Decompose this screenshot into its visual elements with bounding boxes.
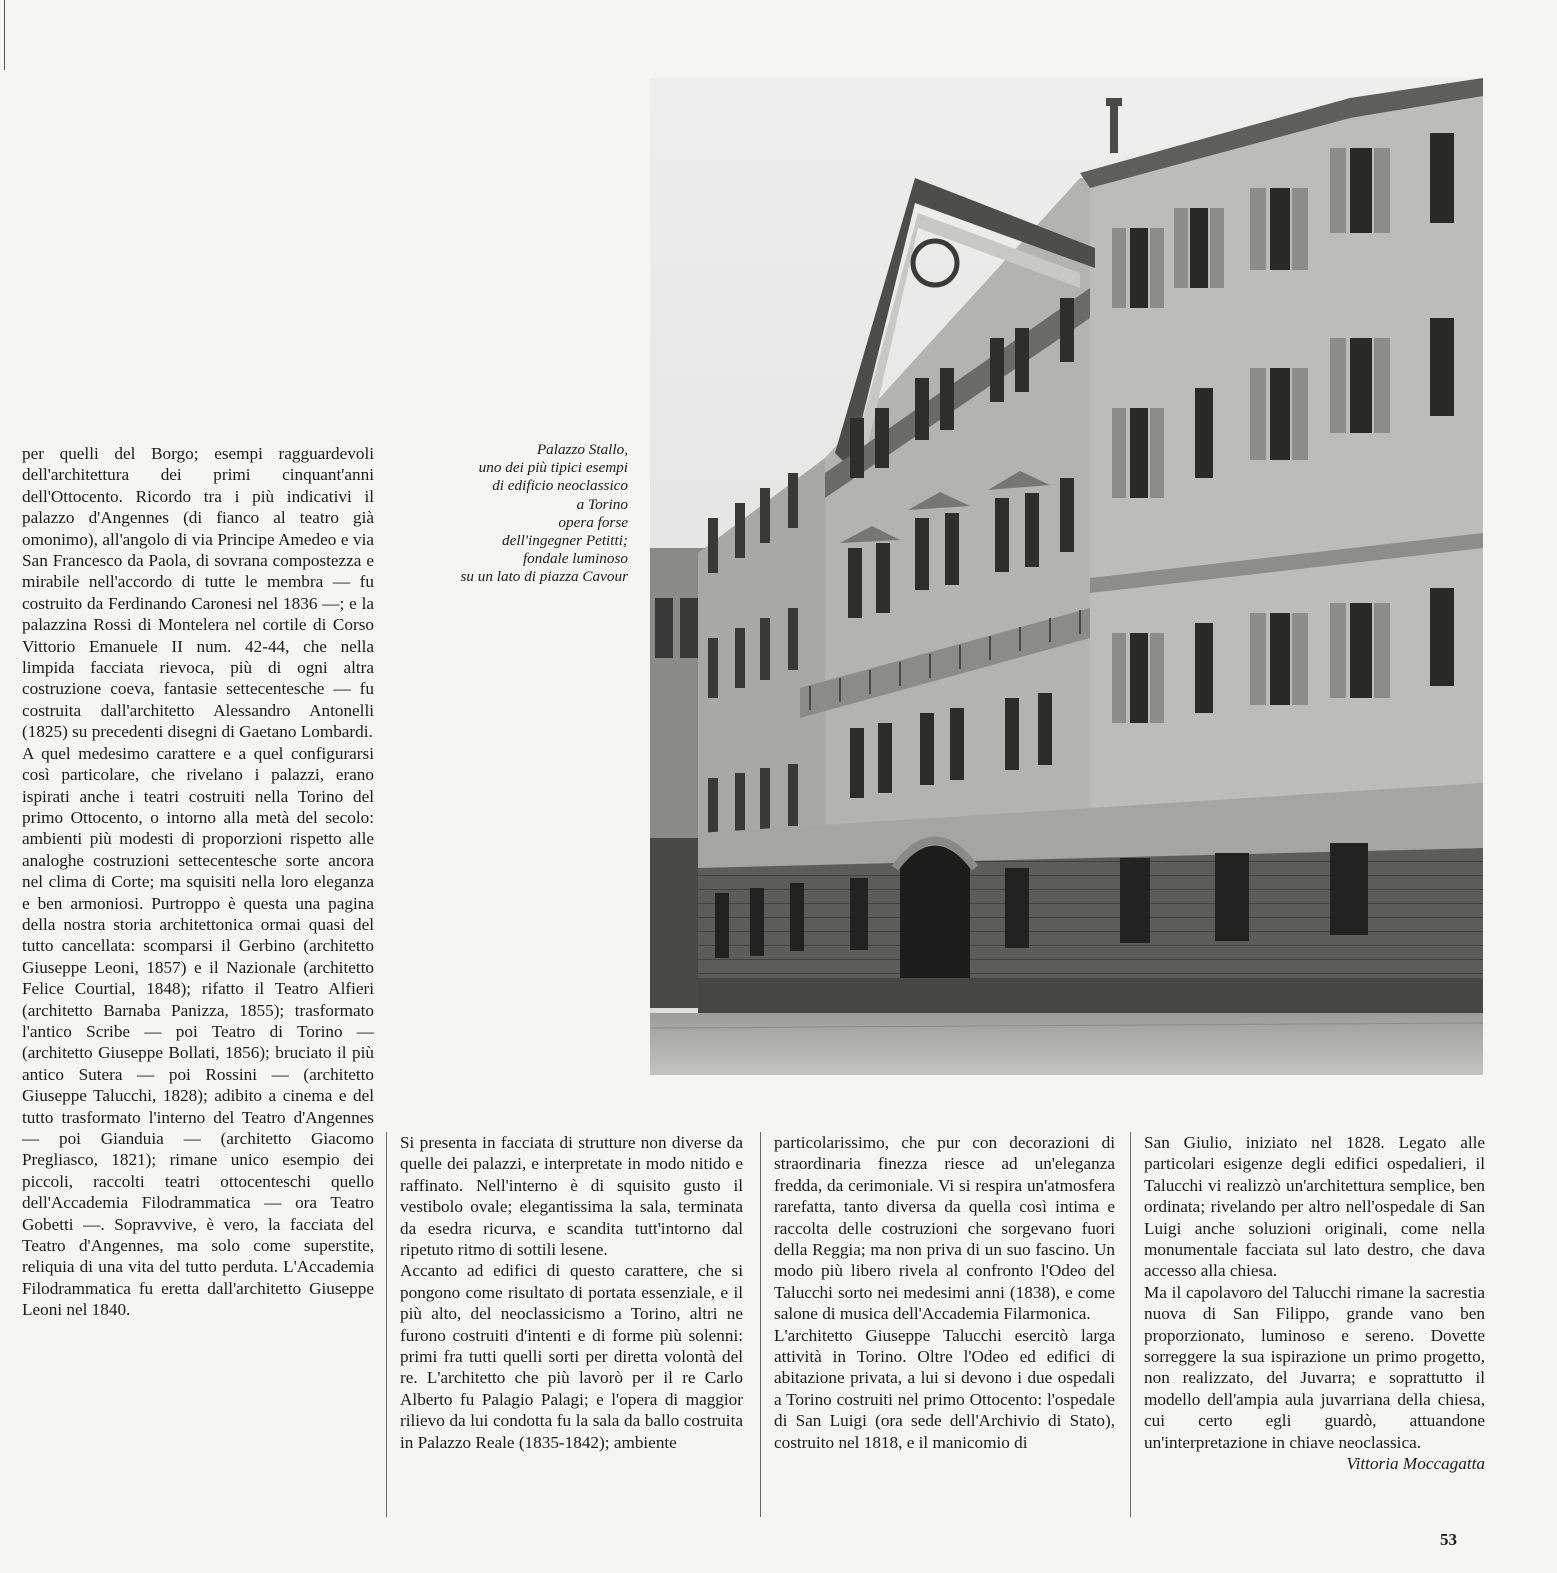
paragraph: A quel medesimo carattere e a quel configurarsi così particolare, che rivelano i palazzi, erano ispirati anche i teatri costruiti nella Torino del primo Ottocento, o intorno alla metà del secolo: ambienti più modesti di proporzioni rispetto alle analoghe costruzioni settecentesche sorte ancora nel clima di Corte; ma squisiti nella loro eleganza e ben armoniosi. Purtroppo è questa una pagina della nostra storia architettonica ormai quasi del tutto cancellata: scomparsi il Gerbino (architetto Giuseppe Leoni, 1857) e il Nazionale (architetto Felice Courtial, 1848); rifatto il Teatro Alfieri (architetto Barnaba Panizza, 1855); trasformato l'antico Scribe — poi Teatro di Torino — (architetto Giuseppe Bollati, 1856); bruciato il più antico Sutera — poi Rossini — (architetto Giuseppe Talucchi, 1828); adibito a cinema e del tutto trasformato l'interno del Teatro d'Angennes — poi Gianduia — (architetto Giacomo Pregliasco, 1821); rimane unico esempio dei piccoli, raccolti teatri ottocenteschi quello dell'Accademia Filodrammatica — ora Teatro Gobetti —. Sopravvive, è vero, la facciata del Teatro d'Angennes, ma solo come superstite, reliquia di una vita del tutto perduta. L'Accademia Filodrammatica fu eretta dall'architetto Giuseppe Leoni nel 1840.	[22, 743, 374, 1320]
paragraph: L'architetto Giuseppe Talucchi esercitò larga attività in Torino. Oltre l'Odeo ed edifici di abitazione privata, a lui si devono i due ospedali a Torino costruiti nel primo Ottocento: l'ospedale di San Luigi (ora sede dell'Archivio di Stato), costruito nel 1818, e il manicomio di	[774, 1325, 1115, 1452]
paragraph: particolarissimo, che pur con decorazioni di straordinaria finezza riesce ad un'eleganza fredda, da cerimoniale. Vi si respira un'atmosfera rarefatta, tanto diversa da quella così intima e raccolta delle costruzioni che sorgevano fuori della Reggia; ma non priva di un suo fascino. Un modo più libero rivela al confronto l'Odeo del Talucchi sorto nei medesimi anni (1838), e come salone di musica dell'Accademia Filarmonica.	[774, 1133, 1115, 1324]
column-rule	[760, 1132, 761, 1517]
photo-caption	[396, 441, 628, 587]
author-signature: Vittoria Moccagatta	[1346, 1454, 1485, 1474]
column-rule	[386, 1132, 387, 1517]
paragraph: San Giulio, iniziato nel 1828. Legato alle particolari esigenze degli edifici ospedalieri, il Talucchi vi realizzò un'architettura semplice, ben ordinata; rivelando per altro nell'ospedale di San Luigi anche soluzioni originali, come nella monumentale facciata sul lato destro, che dava accesso alla chiesa.	[1144, 1133, 1485, 1281]
palazzo-photo	[650, 78, 1483, 1075]
text-column-4	[1144, 1132, 1485, 1475]
crop-mark	[4, 0, 5, 70]
text-column-3	[774, 1132, 1115, 1453]
caption-line: di edificio neoclassico	[492, 477, 628, 495]
paragraph: Accanto ad edifici di questo carattere, che si pongono come risultato di portata essenziale, e il più alto, del neoclassicismo a Torino, altri ne furono costruiti d'intenti e di forme più solenni: primi fra tutti quelli sorti per diretta volontà del re. L'architetto che più lavorò per il re Carlo Alberto fu Palagio Palagi; e l'opera di maggior rilievo da lui condotta fu la sala da ballo costruita in Palazzo Reale (1835-1842); ambiente	[400, 1261, 743, 1452]
caption-line: Palazzo Stallo,	[536, 441, 628, 458]
column-rule	[1130, 1132, 1131, 1517]
caption-line: dell'ingegner Petitti;	[502, 532, 628, 550]
paragraph: Si presenta in facciata di strutture non diverse da quelle dei palazzi, e interpretate in modo nitido e raffinato. Nell'interno è di squisito gusto il vestibolo ovale; elegantissima la sala, terminata da esedra ricurva, e scandita tutt'intorno dal ripetuto ritmo di sottili lesene.	[400, 1133, 743, 1260]
paragraph: Ma il capolavoro del Talucchi rimane la sacrestia nuova di San Filippo, grande vano ben proporzionato, luminoso e sereno. Dovette sorreggere la sua ispirazione un primo progetto, non realizzato, del Juvarra; e soprattutto il modello dell'ampia aula juvarriana della chiesa, cui certo egli guardò, attuandone un'interpretazione in chiave neoclassica.	[1144, 1282, 1485, 1452]
caption-line: a Torino	[576, 495, 628, 513]
caption-line: uno dei più tipici esempi	[478, 459, 628, 477]
text-column-1	[22, 443, 374, 1321]
page-number: 53	[1440, 1530, 1457, 1549]
caption-line: opera forse	[558, 513, 628, 531]
paragraph: per quelli del Borgo; esempi ragguardevoli dell'architettura dei primi cinquant'anni dell'Ottocento. Ricordo tra i più indicativi il palazzo d'Angennes (di fianco al teatro già omonimo), all'angolo di via Principe Amedeo e via San Francesco da Paola, di sovrana compostezza e mirabile nell'accordo di tutte le membra — fu costruito da Ferdinando Caronesi nel 1836 —; e la palazzina Rossi di Montelera nel cortile di Corso Vittorio Emanuele II num. 42-44, che nella limpida facciata rievoca, più di ogni altra costruzione coeva, fantasie settecentesche — fu costruita dall'architetto Alessandro Antonelli (1825) su precedenti disegni di Gaetano Lombardi.	[22, 444, 374, 742]
text-column-2	[400, 1132, 743, 1453]
caption-line: su un lato di piazza Cavour	[460, 568, 628, 586]
caption-line: fondale luminoso	[522, 550, 628, 568]
